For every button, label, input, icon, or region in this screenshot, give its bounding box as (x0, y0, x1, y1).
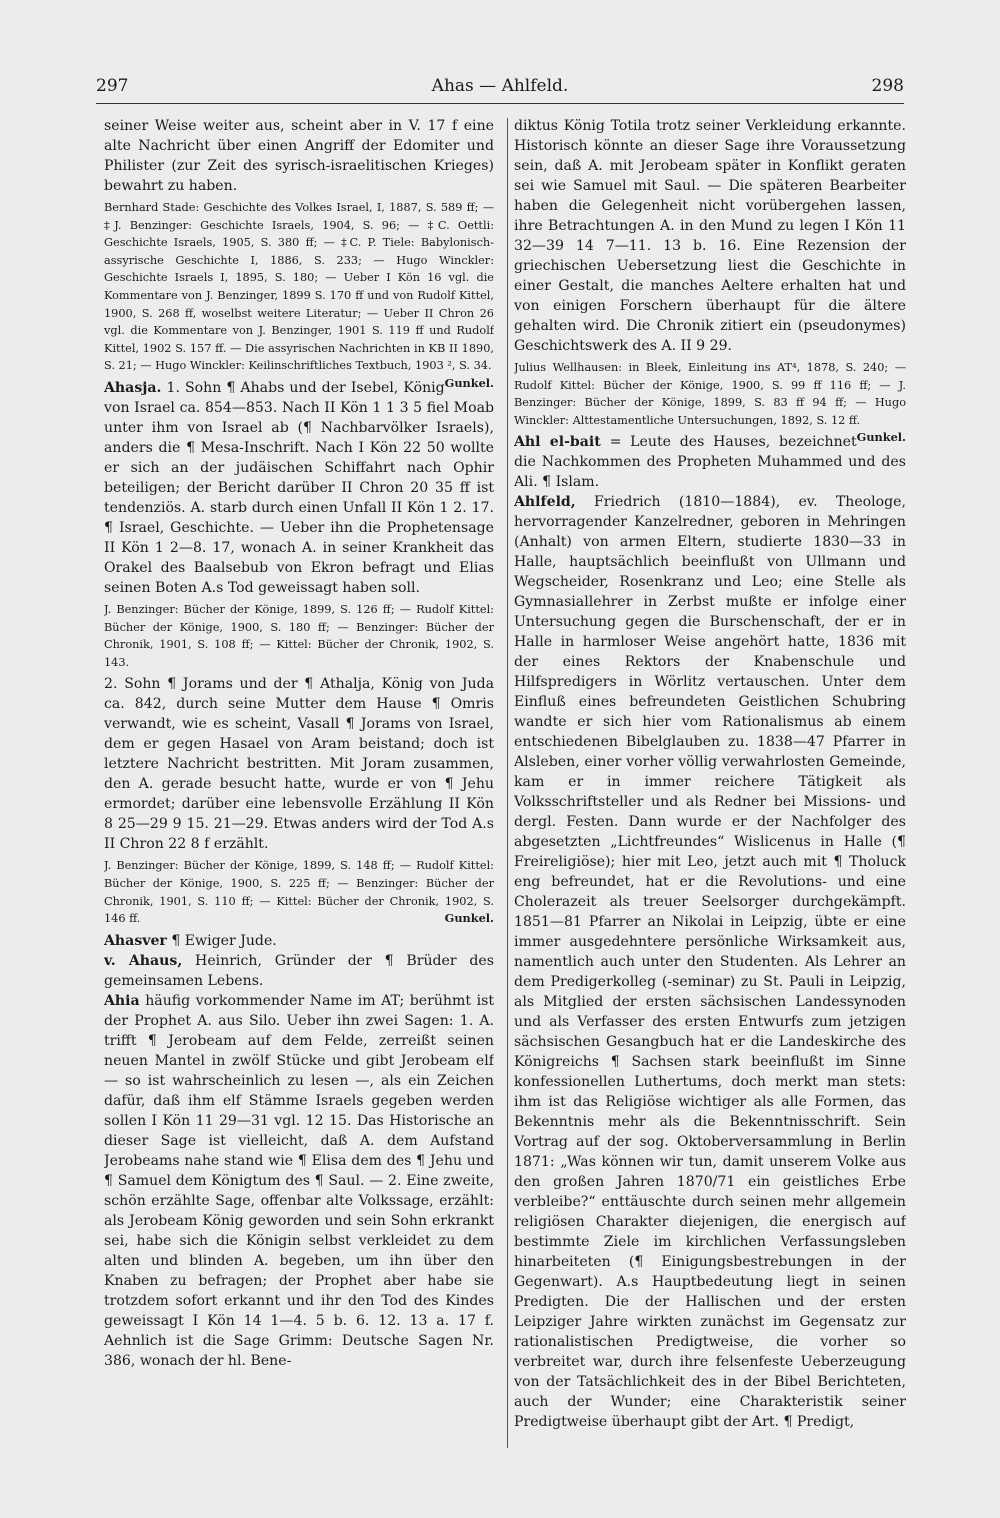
entry-headword: Ahasver (104, 932, 167, 949)
entry-ahasja: Ahasja. 1. Sohn ¶ Ahabs und der Isebel, König von Israel ca. 854—853. Nach II Kön 1 1 3 5 fiel Moab unter ihm von Israel ab (¶ Nachbarvölker Israels), anders die ¶ Mesa-Inschrift. Nach I Kön 22 50 wollte er sich an der judäischen Schiffahrt nach Ophir beteiligen; der Bericht darüber II Chron 20 35 ff ist tendenziös. A. starb durch einen Unfall II Kön 1 2. 17. ¶ Israel, Geschichte. — Ueber ihn die Prophetensage II Kön 1 2—8. 17, wonach A. in seiner Krankheit das Orakel des Baalsebub von Ekron befragt und Elias seinen Boten A.s Tod geweissagt haben soll. (104, 379, 494, 596)
entry-headword: Ahia (104, 992, 140, 1009)
entry-ahlfeld: Ahlfeld, Friedrich (1810—1884), ev. Theologe, hervorragender Kanzelredner, geboren in Mehringen (Anhalt) von armen Eltern, studierte 1830—33 in Halle, hauptsächlich beeinflußt von Ullmann und Wegscheider, Rosenkranz und Leo; eine Stelle als Gymnasiallehrer in Zerbst mußte er infolge einer Untersuchung gegen die Burschenschaft, der er in Halle in harmloser Weise angehört hatte, 1836 mit der eines Rektors der Knabenschule und Hilfspredigers in Wörlitz vertauschen. Unter dem Einfluß eines befreundeten Geistlichen Schubring wandte er sich hier vom Rationalismus ab einem entschiedenen Bibelglauben zu. 1838—47 Pfarrer in Alsleben, einer vorher völlig verwahrlosten Gemeinde, kam er in immer reichere Tätigkeit als Volksschriftsteller und als Redner bei Missions- und dergl. Festen. Dann wurde er der Nachfolger des abgesetzten „Lichtfreundes“ Wislicenus in Halle (¶ Freireligiöse); hier mit Leo, jetzt auch mit ¶ Tholuck eng befreundet, hat er die Revolutions- und eine Cholerazeit als treuer Seelsorger durchgekämpft. 1851—81 Pfarrer an Nikolai in Leipzig, übte er eine immer ausgedehntere persönliche Wirksamkeit aus, namentlich auch unter den Studenten. Als Lehrer an dem Predigerkolleg (-seminar) zu St. Pauli in Leipzig, als Mitglied der ersten sächsischen Landessynoden und als Verfasser des ersten Entwurfs zum jetzigen sächsischen Gesangbuch hat er die Landeskirche des Königreichs ¶ Sachsen stark beeinflußt im Sinne konfessionellen Luthertums, doch merkt man stets: ihm ist das Religiöse wichtiger als alle Formen, das Bekenntnis mehr als die Bekenntnisschrift. Sein Vortrag auf der sog. Oktoberversammlung in Berlin 1871: „Was können wir tun, damit unserem Volke aus den großen Jahren 1870/71 ein geistliches Erbe verbleibe?“ enttäuschte durch seinen mehr allgemein religiösen Charakter diejenigen, die energisch auf bestimmte Ziele im kirchlichen Verfassungsleben hinarbeiteten (¶ Einigungsbestrebungen in der Gegenwart). A.s Hauptbedeutung liegt in seinen Predigten. Die der Hallischen und der ersten Leipziger Jahre wirkten zunächst im Gegensatz zur rationalistischen Predigtweise, die vorher so verbreitet war, durch ihre felsenfeste Ueberzeugung von der Tatsächlichkeit des in der Bibel Berichteten, auch der Wunder; eine Charakteristik seiner Predigtweise überhaupt gibt der Art. ¶ Predigt, (514, 494, 906, 1431)
header-rule (96, 103, 904, 104)
author-signature: Gunkel. (856, 430, 906, 445)
entry-headword: Ahl el-bait (514, 434, 601, 451)
literature-note: J. Benzinger: Bücher der Könige, 1899, S. 126 ff; — Rudolf Kittel: Bücher der Könige, 1900, S. 180 ff; — Benzinger: Bücher der Chronik, 1901, S. 108 ff; — Kittel: Bücher der Chronik, 1902, S. 143. (104, 602, 494, 669)
page-number-right: 298 (871, 76, 904, 96)
entry-ahl-el-bait: Ahl el-bait = Leute des Hauses, bezeichnet die Nachkommen des Propheten Muhammed und des Ali. ¶ Islam. (514, 434, 906, 491)
literature-note: J. Benzinger: Bücher der Könige, 1899, S. 148 ff; — Rudolf Kittel: Bücher der Könige, 1900, S. 225 ff; — Benzinger: Bücher der Chronik, 1901, S. 110 ff; — Kittel: Bücher der Chronik, 1902, S. 146 ff. Gunkel. (104, 857, 494, 927)
running-title: Ahas — Ahlfeld. (431, 76, 569, 96)
entry-text: diktus König Totila trotz seiner Verkleidung erkannte. Historisch könnte an dieser Sage ihre Voraussetzung sein, daß A. mit Jerobeam später in Konflikt geraten sei wie Samuel mit Saul. — Die späteren Bearbeiter haben die Gelegenheit nicht vorübergehen lassen, ihre Betrachtungen A. in den Mund zu legen I Kön 11 32—39 14 7—11. 13 b. 16. Eine Rezension der griechischen Uebersetzung liest die Geschichte in einer Gestalt, die manches Aeltere erhalten hat und von einigen Forschern überhaupt für die ältere gehalten wird. Die Chronik zitiert ein (pseudonymes) Geschichtswerk des A. II 9 29. (514, 118, 906, 354)
entry-ahasver: Ahasver ¶ Ewiger Jude. (104, 932, 277, 949)
right-column (514, 116, 906, 1436)
literature-note: Bernhard Stade: Geschichte des Volkes Israel, I, 1887, S. 589 ff; — ‡J. Benzinger: Geschichte Israels, 1904, S. 96; — ‡C. Oettli: Geschichte Israels, 1905, S. 380 ff; — ‡C. P. Tiele: Babylonisch-assyrische Geschichte I, 1886, S. 233; — Hugo Winckler: Geschichte Israels I, 1895, S. 180; — Ueber I Kön 16 vgl. die Kommentare von J. Benzinger, 1899 S. 170 ff und von Rudolf Kittel, 1900, S. 268 ff, woselbst weitere Literatur; — Ueber II Chron 26 vgl. die Kommentare von J. Benzinger, 1901 S. 119 ff und Rudolf Kittel, 1902 S. 157 ff. — Die assyrischen Nachrichten in KB II 1890, S. 21; — Hugo Winckler: Keilinschriftliches Textbuch, 1903 ², S. 34. Gunkel. (104, 199, 494, 375)
entry-headword: Ahasja. (104, 379, 162, 396)
entry-headword: v. Ahaus, (104, 952, 183, 969)
entry-ahia: Ahia häufig vorkommender Name im AT; berühmt ist der Prophet A. aus Silo. Ueber ihn zwei Sagen: 1. A. trifft ¶ Jerobeam auf dem Felde, zerreißt seinen neuen Mantel in zwölf Stücke und gibt Jerobeam elf — so ist wahrscheinlich zu lesen —, als ein Zeichen dafür, daß ihm elf Stämme Israels gegeben werden sollen I Kön 11 29—31 vgl. 12 15. Das Historische an dieser Sage ist vielleicht, daß A. dem Aufstand Jerobeams nahe stand wie ¶ Elisa dem des ¶ Jehu und ¶ Samuel dem Königtum des ¶ Saul. — 2. Eine zweite, schön erzählte Sage, offenbar alte Volkssage, erzählt: als Jerobeam König geworden und sein Sohn erkrankt sei, habe sich die Königin selbst verkleidet zu dem alten und blinden A. begeben, um ihn über den Knaben zu befragen; der Prophet aber habe sie trotzdem sofort erkannt und ihr den Tod des Kindes geweissagt I Kön 14 1—4. 5 b. 6. 12. 13 a. 17 f. Aehnlich ist die Sage Grimm: Deutsche Sagen Nr. 386, wonach der hl. Bene- (104, 992, 494, 1369)
entry-text: 2. Sohn ¶ Jorams und der ¶ Athalja, König von Juda ca. 842, durch seine Mutter dem Hause ¶ Omris verwandt, wie es scheint, Vasall ¶ Jorams von Israel, dem er gegen Hasael von Aram beistand; doch ist letztere Nachricht bestritten. Mit Joram zusammen, den A. gerade besucht hatte, wurde er von ¶ Jehu ermordet; darüber eine lebensvolle Erzählung II Kön 8 25—29 9 15. 21—29. Etwas anders wird der Tod A.s II Chron 22 8 f erzählt. (104, 676, 494, 853)
literature-note: Julius Wellhausen: in Bleek, Einleitung ins AT⁴, 1878, S. 240; — Rudolf Kittel: Bücher der Könige, 1900, S. 99 ff 116 ff; — J. Benzinger: Bücher der Könige, 1899, S. 83 ff 94 ff; — Hugo Winckler: Alttestamentliche Untersuchungen, 1892, S. 12 ff. Gunkel. (514, 359, 906, 429)
column-divider (507, 118, 508, 1448)
page-header (96, 76, 904, 102)
left-column (104, 116, 494, 1436)
entry-ahaus: v. Ahaus, Heinrich, Gründer der ¶ Brüder des gemeinsamen Lebens. (104, 952, 494, 989)
page-number-left: 297 (96, 76, 129, 96)
author-signature: Gunkel. (444, 911, 494, 926)
entry-text: seiner Weise weiter aus, scheint aber in V. 17 f eine alte Nachricht über einen Angriff der Edomiter und Philister (zur Zeit des syrisch-israelitischen Krieges) bewahrt zu haben. (104, 118, 494, 194)
author-signature: Gunkel. (444, 375, 494, 390)
entry-headword: Ahlfeld, (514, 494, 576, 511)
